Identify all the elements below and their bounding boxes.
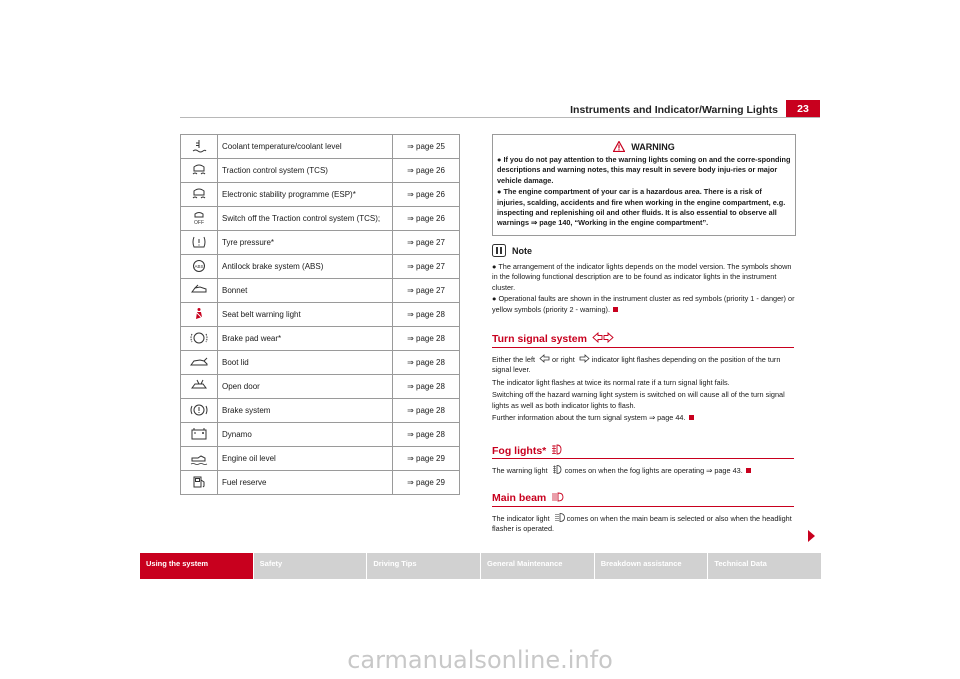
table-row <box>181 159 460 183</box>
icon-cell <box>181 135 218 159</box>
page-reference[interactable]: ⇒ page 29 <box>393 471 460 495</box>
table-row <box>181 255 460 279</box>
main-beam-icon <box>554 513 565 522</box>
page-reference[interactable]: ⇒ page 26 <box>393 207 460 231</box>
note-item: ● Operational faults are shown in the instrument cluster as red symbols (priority 1 - danger) or yellow symbols (priority 2 - warning). <box>492 294 795 314</box>
seat-belt-icon <box>190 307 208 321</box>
right-arrow-icon <box>579 354 590 363</box>
light-label: Switch off the Traction control system (TCS); <box>218 207 393 231</box>
table-row <box>181 231 460 255</box>
note-body <box>492 262 797 316</box>
icon-cell <box>181 423 218 447</box>
table-row <box>181 447 460 471</box>
main-beam-heading: Main beam <box>492 492 566 504</box>
light-label: Antilock brake system (ABS) <box>218 255 393 279</box>
note-title: Note <box>512 246 532 256</box>
brake-pad-icon <box>190 331 208 345</box>
icon-cell <box>181 279 218 303</box>
page-reference[interactable]: ⇒ page 28 <box>393 327 460 351</box>
icon-cell <box>181 327 218 351</box>
note-item: ● The arrangement of the indicator lights depends on the model version. The symbols shown in the following functional description are to be found as indicator lights in the instrument cluster. <box>492 262 792 292</box>
page-reference[interactable]: ⇒ page 27 <box>393 255 460 279</box>
end-mark-icon <box>746 468 751 473</box>
page-reference[interactable]: ⇒ page 28 <box>393 375 460 399</box>
fog-lights-heading: Fog lights* <box>492 444 566 457</box>
turn-signal-body: Either the left or right indicator light flashes depending on the position of the turn signal lever. The indicator light flashes at twice its normal rate if a turn signal light fails. Switching off the hazard warning light system is switched on will cause all of the turn signal lights as well as both indicator lights to flash. Further information about the turn signal system ⇒ page 44. <box>492 355 785 423</box>
tyre-pressure-icon <box>190 235 208 249</box>
light-label: Boot lid <box>218 351 393 375</box>
warning-title: WARNING <box>631 142 675 152</box>
page-reference[interactable]: ⇒ page 26 <box>393 183 460 207</box>
table-row <box>181 303 460 327</box>
esp-icon <box>190 187 208 201</box>
table-row <box>181 279 460 303</box>
table-row <box>181 183 460 207</box>
warning-lights-table <box>180 134 460 495</box>
table-row <box>181 423 460 447</box>
svg-text:ABS: ABS <box>194 263 204 269</box>
next-page-arrow-icon[interactable] <box>808 530 815 542</box>
warning-item: ● If you do not pay attention to the warning lights coming on and the corre-sponding descriptions and warning notes, this may result in severe body inju-ries or major vehicle damage. <box>497 155 791 185</box>
light-label: Bonnet <box>218 279 393 303</box>
light-label: Fuel reserve <box>218 471 393 495</box>
icon-cell <box>181 447 218 471</box>
header-divider <box>180 117 820 118</box>
icon-cell <box>181 375 218 399</box>
light-label: Traction control system (TCS) <box>218 159 393 183</box>
table-row <box>181 207 460 231</box>
end-mark-icon <box>613 307 618 312</box>
light-label: Electronic stability programme (ESP)* <box>218 183 393 207</box>
warning-item: ● The engine compartment of your car is a hazardous area. There is a risk of injuries, scalding, accidents and fire when working in the engine compartment, e.g. inspecting and replenishing oil and other fluids. It is also essential to observe all warnings ⇒ page 140, “Working in the engine compartment”. <box>497 187 786 228</box>
table-row <box>181 327 460 351</box>
table-row <box>181 399 460 423</box>
icon-cell <box>181 231 218 255</box>
section-divider <box>492 506 794 507</box>
fuel-reserve-icon <box>190 475 208 489</box>
warning-box <box>492 134 796 236</box>
page-number: 23 <box>786 100 820 118</box>
icon-cell <box>181 207 218 231</box>
main-beam-body: The indicator light comes on when the main beam is selected or also when the headlight flasher is operated. <box>492 514 792 534</box>
section-divider <box>492 347 794 348</box>
watermark: carmanualsonline.info <box>347 646 613 674</box>
light-label: Tyre pressure* <box>218 231 393 255</box>
fog-light-icon <box>552 465 563 474</box>
page-reference[interactable]: ⇒ page 28 <box>393 303 460 327</box>
section-divider <box>492 458 794 459</box>
table-row <box>181 351 460 375</box>
turn-signal-icon <box>592 332 614 343</box>
boot-lid-icon <box>190 355 208 369</box>
icon-cell <box>181 303 218 327</box>
light-label: Brake system <box>218 399 393 423</box>
light-label: Engine oil level <box>218 447 393 471</box>
page-reference[interactable]: ⇒ page 27 <box>393 279 460 303</box>
turn-signal-heading: Turn signal system <box>492 332 616 345</box>
fog-light-icon <box>551 444 564 455</box>
light-label: Dynamo <box>218 423 393 447</box>
abs-icon <box>190 259 208 273</box>
icon-cell <box>181 471 218 495</box>
table-row <box>181 471 460 495</box>
page-reference[interactable]: ⇒ page 28 <box>393 423 460 447</box>
fog-lights-body: The warning light comes on when the fog lights are operating ⇒ page 43. <box>492 465 797 478</box>
icon-cell <box>181 183 218 207</box>
dynamo-icon <box>190 427 208 441</box>
light-label: Seat belt warning light <box>218 303 393 327</box>
page-reference[interactable]: ⇒ page 28 <box>393 351 460 375</box>
page-reference[interactable]: ⇒ page 29 <box>393 447 460 471</box>
open-door-icon <box>190 379 208 393</box>
bonnet-icon <box>190 283 208 297</box>
tab-using-the-system[interactable]: Using the system <box>140 553 254 579</box>
end-mark-icon <box>689 415 694 420</box>
icon-cell <box>181 159 218 183</box>
note-icon <box>492 244 506 257</box>
icon-cell <box>181 255 218 279</box>
page-header-title: Instruments and Indicator/Warning Lights <box>570 104 778 116</box>
left-arrow-icon <box>539 354 550 363</box>
tcs-off-icon <box>190 211 208 225</box>
table-row <box>181 375 460 399</box>
traction-control-icon <box>190 163 208 177</box>
warning-triangle-icon <box>613 141 625 152</box>
tab-general-maintenance[interactable]: General Maintenance <box>481 553 595 579</box>
page-reference[interactable]: ⇒ page 25 <box>393 135 460 159</box>
icon-cell <box>181 351 218 375</box>
tab-technical-data[interactable]: Technical Data <box>708 553 821 579</box>
tab-driving-tips[interactable]: Driving Tips <box>367 553 481 579</box>
light-label: Open door <box>218 375 393 399</box>
icon-cell <box>181 399 218 423</box>
svg-text:OFF: OFF <box>194 219 204 225</box>
brake-system-icon <box>190 403 208 417</box>
engine-oil-icon <box>190 451 208 465</box>
light-label: Brake pad wear* <box>218 327 393 351</box>
main-beam-icon <box>551 492 564 502</box>
page-reference[interactable]: ⇒ page 27 <box>393 231 460 255</box>
page-reference[interactable]: ⇒ page 28 <box>393 399 460 423</box>
light-label: Coolant temperature/coolant level <box>218 135 393 159</box>
page-reference[interactable]: ⇒ page 26 <box>393 159 460 183</box>
tab-safety[interactable]: Safety <box>254 553 368 579</box>
table-row <box>181 135 460 159</box>
tab-breakdown-assistance[interactable]: Breakdown assistance <box>595 553 709 579</box>
chapter-nav <box>140 553 821 579</box>
coolant-icon <box>190 139 208 153</box>
